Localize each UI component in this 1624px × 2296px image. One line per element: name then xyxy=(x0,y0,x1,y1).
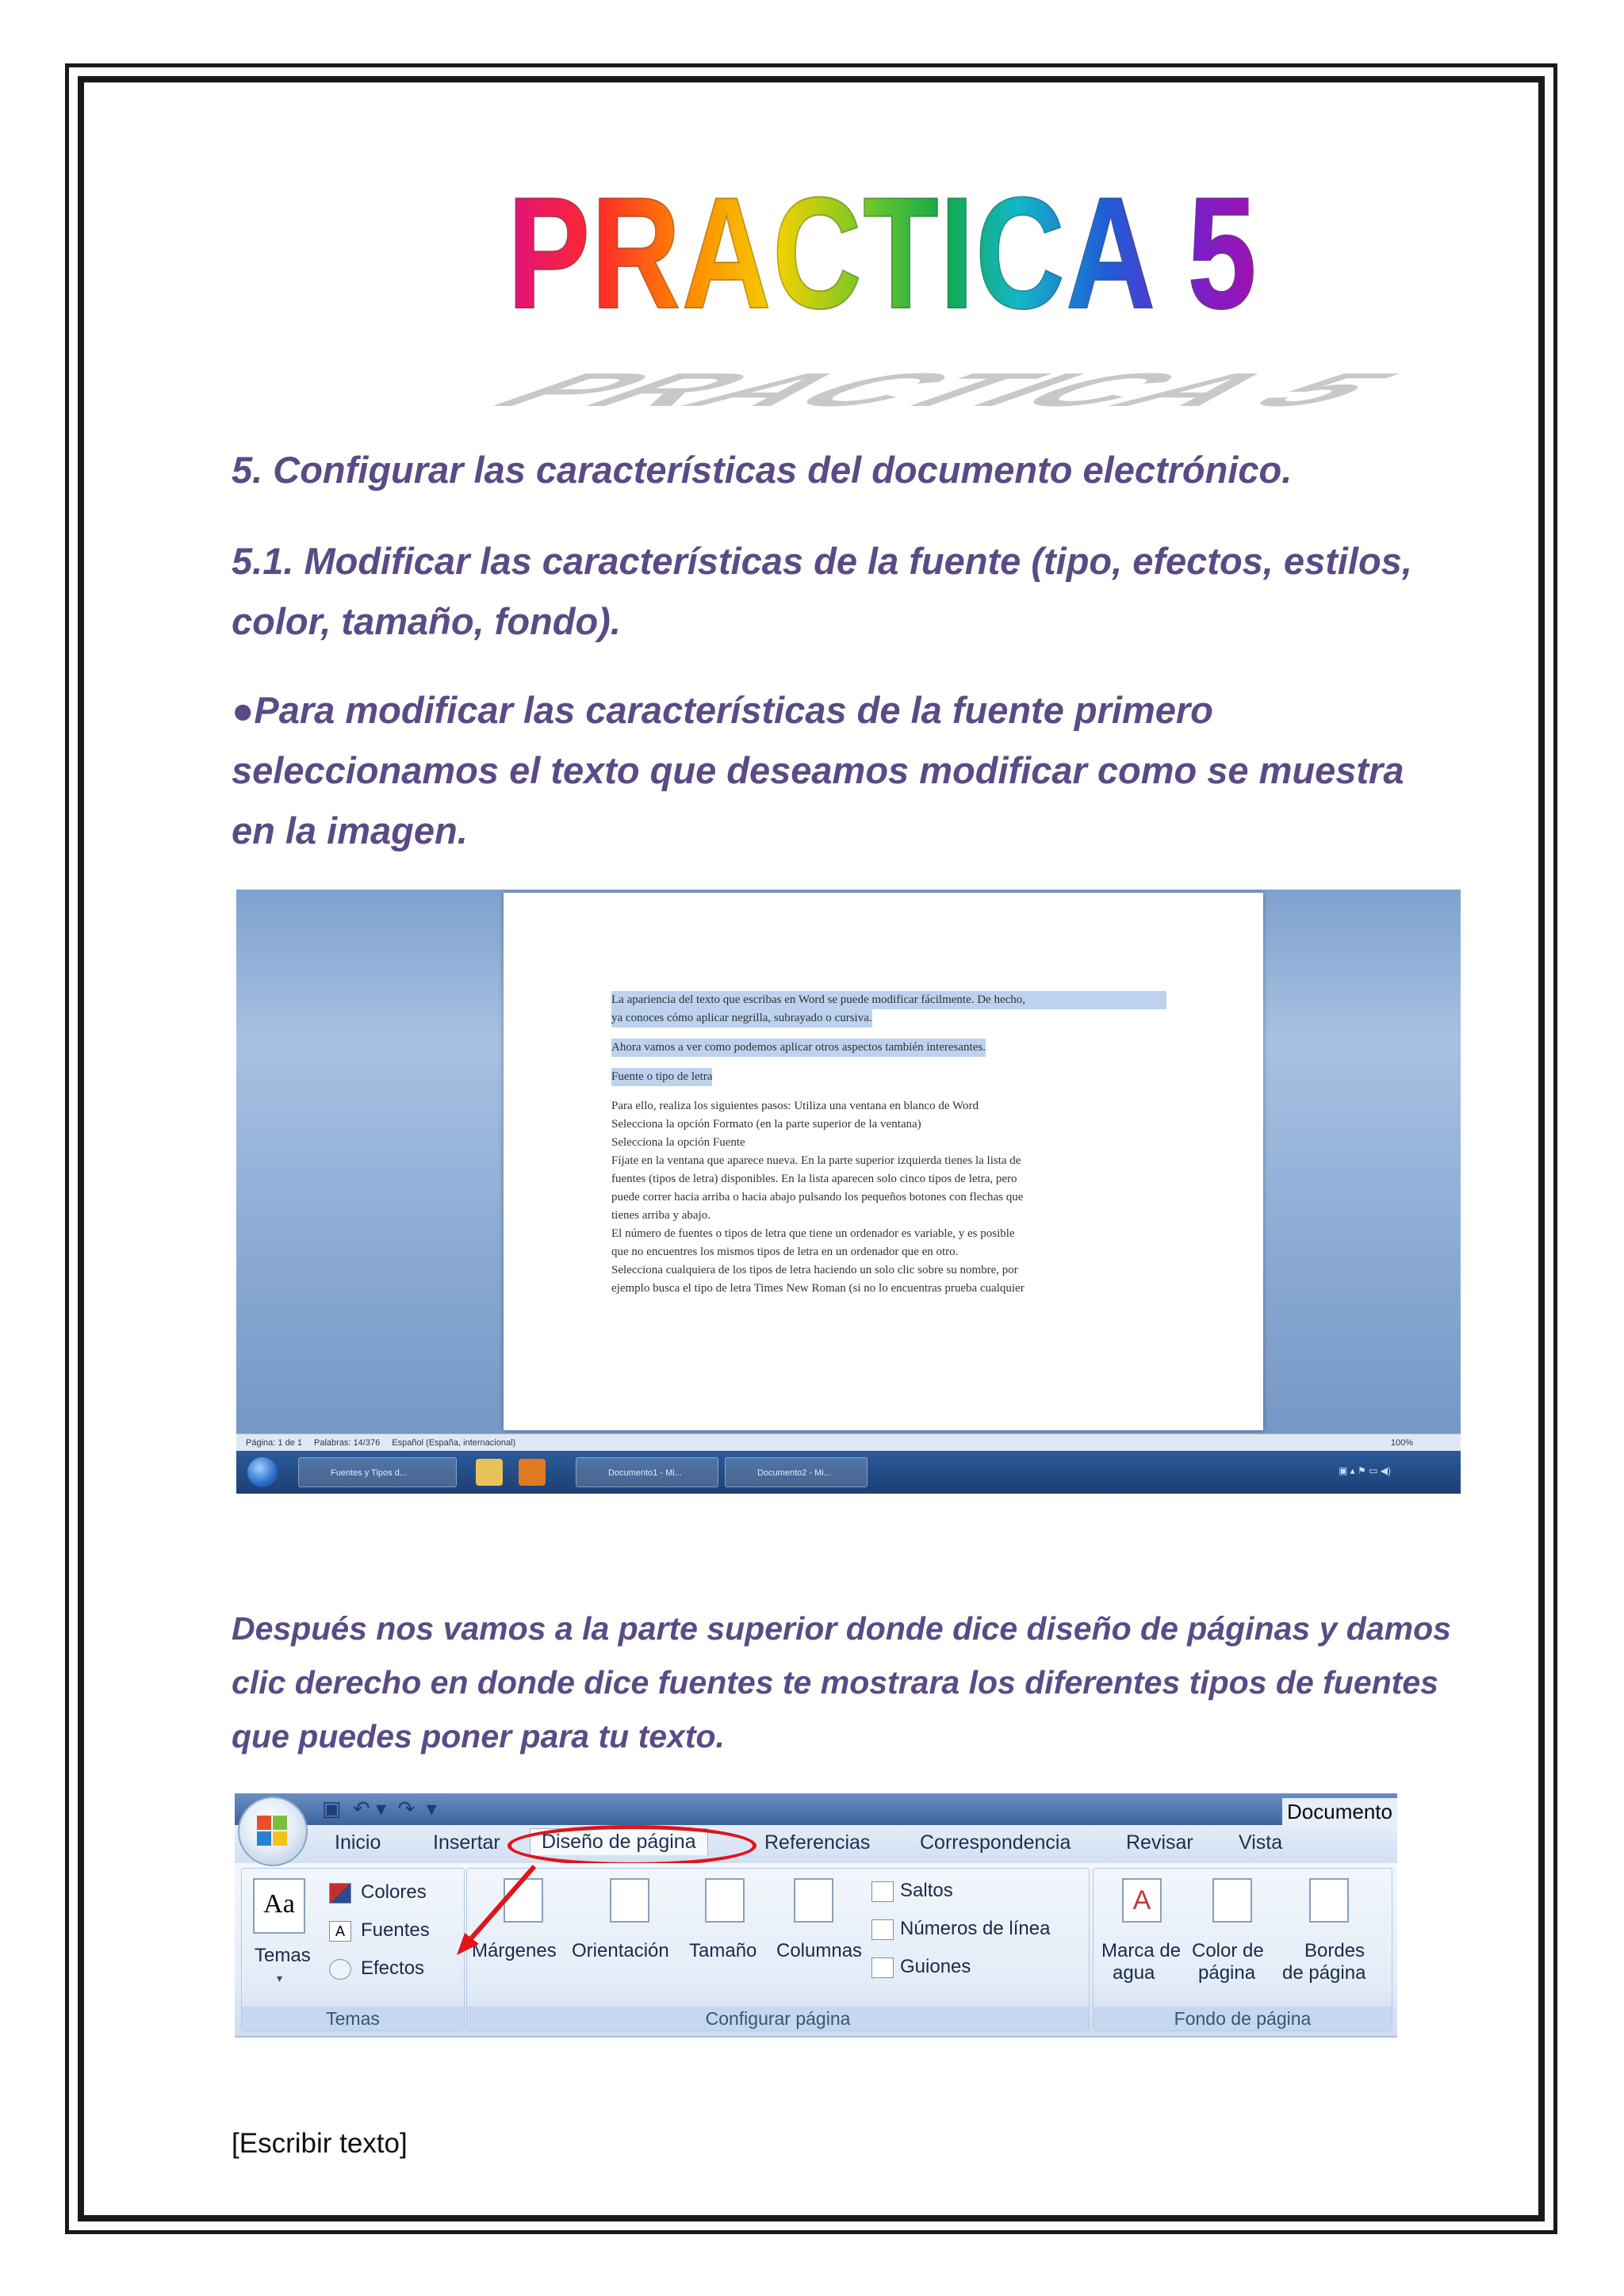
red-arrow-annotation xyxy=(433,1857,552,1960)
selected-line: La apariencia del texto que escribas en Word se puede modificar fácilmente. De hecho, xyxy=(611,991,1166,1009)
tab-revisar: Revisar xyxy=(1126,1831,1193,1854)
bordes-de-pagina-label-2: de página xyxy=(1282,1962,1366,1984)
wordart-title-shadow: PRACTICA 5 xyxy=(454,363,1441,416)
tamano-label: Tamaño xyxy=(689,1940,757,1961)
margenes-label: Márgenes xyxy=(472,1940,557,1961)
body-line: Para ello, realiza los siguientes pasos: Utiliza una ventana en blanco de Word xyxy=(611,1100,979,1112)
group-label-configurar-pagina: Configurar página xyxy=(467,2007,1089,2030)
numeros-de-linea-icon xyxy=(871,1919,894,1940)
ribbon-title-bar xyxy=(235,1793,1397,1825)
heading-section-5: 5. Configurar las características del documento electrónico. xyxy=(232,449,1293,491)
marca-de-agua-label: Marca de xyxy=(1101,1940,1182,1961)
saltos-label: Saltos xyxy=(900,1880,953,1901)
status-page: Página: 1 de 1 xyxy=(246,1438,302,1448)
media-player-icon xyxy=(519,1459,546,1486)
bordes-de-pagina-label: Bordes xyxy=(1304,1940,1365,1961)
temas-icon: Aa xyxy=(253,1878,305,1934)
marca-de-agua-label-2: agua xyxy=(1113,1962,1155,1984)
colores-icon xyxy=(329,1883,351,1904)
instruction-paragraph-1: ●Para modificar las características de la fuente primero seleccionamos el texto que deseamos modificar como se muestra en la imagen. xyxy=(232,689,1404,851)
selected-line: Fuente o tipo de letra xyxy=(611,1068,712,1086)
screenshot-word-selection xyxy=(236,890,1461,1494)
folder-icon xyxy=(476,1459,503,1486)
wordart-title xyxy=(428,165,1441,416)
orientacion-label: Orientación xyxy=(572,1940,669,1961)
tab-inicio: Inicio xyxy=(335,1831,381,1854)
start-orb-icon xyxy=(247,1457,278,1487)
ribbon-body xyxy=(235,1863,1397,2036)
selected-line: ya conoces cómo aplicar negrilla, subrayado o cursiva. xyxy=(611,1009,872,1027)
tab-vista: Vista xyxy=(1239,1831,1283,1854)
guiones-label: Guiones xyxy=(900,1956,971,1977)
selected-line: Ahora vamos a ver como podemos aplicar otros aspectos también interesantes. xyxy=(611,1039,986,1057)
group-label-fondo-de-pagina: Fondo de página xyxy=(1094,2007,1392,2030)
document-text xyxy=(611,991,1166,1298)
temas-caret: ▾ xyxy=(277,1972,283,1984)
word-status-bar xyxy=(236,1433,1461,1452)
screenshot-word-ribbon xyxy=(235,1793,1397,2038)
footer-placeholder: [Escribir texto] xyxy=(232,2128,408,2159)
columnas-icon xyxy=(794,1878,833,1923)
office-button-icon xyxy=(238,1797,308,1866)
group-configurar-pagina xyxy=(466,1868,1090,2031)
saltos-icon xyxy=(871,1881,894,1902)
windows-taskbar xyxy=(236,1451,1461,1494)
taskbar-button-document1: Documento1 - Mi... xyxy=(576,1457,718,1487)
color-de-pagina-label-2: página xyxy=(1198,1962,1256,1984)
taskbar-button-browser: Fuentes y Tipos d... xyxy=(298,1457,457,1487)
body-line: puede correr hacia arriba o hacia abajo pulsando los pequeños botones con flechas que xyxy=(611,1191,1024,1203)
document-page xyxy=(504,893,1263,1430)
colores-label: Colores xyxy=(361,1881,427,1903)
status-language: Español (España, internacional) xyxy=(392,1438,516,1448)
body-line: Selecciona la opción Formato (en la parte superior de la ventana) xyxy=(611,1118,921,1131)
orientacion-icon xyxy=(610,1878,649,1923)
fuentes-label: Fuentes xyxy=(361,1919,430,1941)
quick-access-toolbar: ▣ ↶ ▾ ↷ ▾ xyxy=(322,1797,437,1820)
body-line: ejemplo busca el tipo de letra Times New Roman (si no lo encuentras prueba cualquier xyxy=(611,1282,1025,1295)
tab-correspondencia: Correspondencia xyxy=(920,1831,1071,1854)
body-line: El número de fuentes o tipos de letra que tiene un ordenador es variable, y es posible xyxy=(611,1227,1015,1240)
taskbar-button-document2: Documento2 - Mi... xyxy=(725,1457,868,1487)
body-line: Fíjate en la ventana que aparece nueva. En la parte superior izquierda tienes la lista de xyxy=(611,1154,1021,1167)
group-temas xyxy=(241,1868,465,2031)
heading-section-5-1: 5.1. Modificar las características de la fuente (tipo, efectos, estilos, color, tamaño, fondo). xyxy=(232,540,1412,642)
guiones-icon xyxy=(871,1957,894,1978)
status-words: Palabras: 14/376 xyxy=(314,1438,381,1448)
fuentes-icon: A xyxy=(329,1921,351,1942)
tab-diseno-de-pagina: Diseño de página xyxy=(530,1828,708,1855)
body-line: tienes arriba y abajo. xyxy=(611,1209,710,1222)
tamano-icon xyxy=(705,1878,745,1923)
bordes-de-pagina-icon xyxy=(1309,1878,1349,1923)
body-line: fuentes (tipos de letra) disponibles. En la lista aparecen solo cinco tipos de letra, pero xyxy=(611,1173,1017,1185)
tab-referencias: Referencias xyxy=(764,1831,871,1854)
efectos-label: Efectos xyxy=(361,1957,425,1979)
columnas-label: Columnas xyxy=(776,1940,863,1961)
instruction-paragraph-2: Después nos vamos a la parte superior donde dice diseño de páginas y damos clic derecho en donde dice fuentes te mostrara los diferentes tipos de fuentes que puedes poner para tu texto. xyxy=(232,1610,1451,1755)
tab-insertar: Insertar xyxy=(433,1831,500,1854)
color-de-pagina-label: Color de xyxy=(1192,1940,1264,1961)
body-line: que no encuentres los mismos tipos de letra en un ordenador que en otro. xyxy=(611,1246,959,1258)
group-label-temas: Temas xyxy=(242,2007,464,2030)
temas-label: Temas xyxy=(255,1945,311,1966)
wordart-title-text: PRACTICA 5 xyxy=(508,165,1258,342)
numeros-de-linea-label: Números de línea xyxy=(900,1918,1051,1939)
status-zoom: 100% xyxy=(1390,1438,1413,1448)
ribbon-tabs xyxy=(235,1825,1397,1864)
body-line: Selecciona cualquiera de los tipos de letra haciendo un solo clic sobre su nombre, por xyxy=(611,1264,1018,1276)
body-line: Selecciona la opción Fuente xyxy=(611,1136,745,1149)
color-de-pagina-icon xyxy=(1212,1878,1252,1923)
system-tray: ▣ ▴ ⚑ ▭ ◀) xyxy=(1339,1465,1392,1476)
window-title: Documento xyxy=(1282,1798,1397,1826)
group-fondo-de-pagina xyxy=(1093,1868,1392,2031)
efectos-icon xyxy=(329,1959,351,1980)
marca-de-agua-icon: A xyxy=(1122,1878,1162,1923)
